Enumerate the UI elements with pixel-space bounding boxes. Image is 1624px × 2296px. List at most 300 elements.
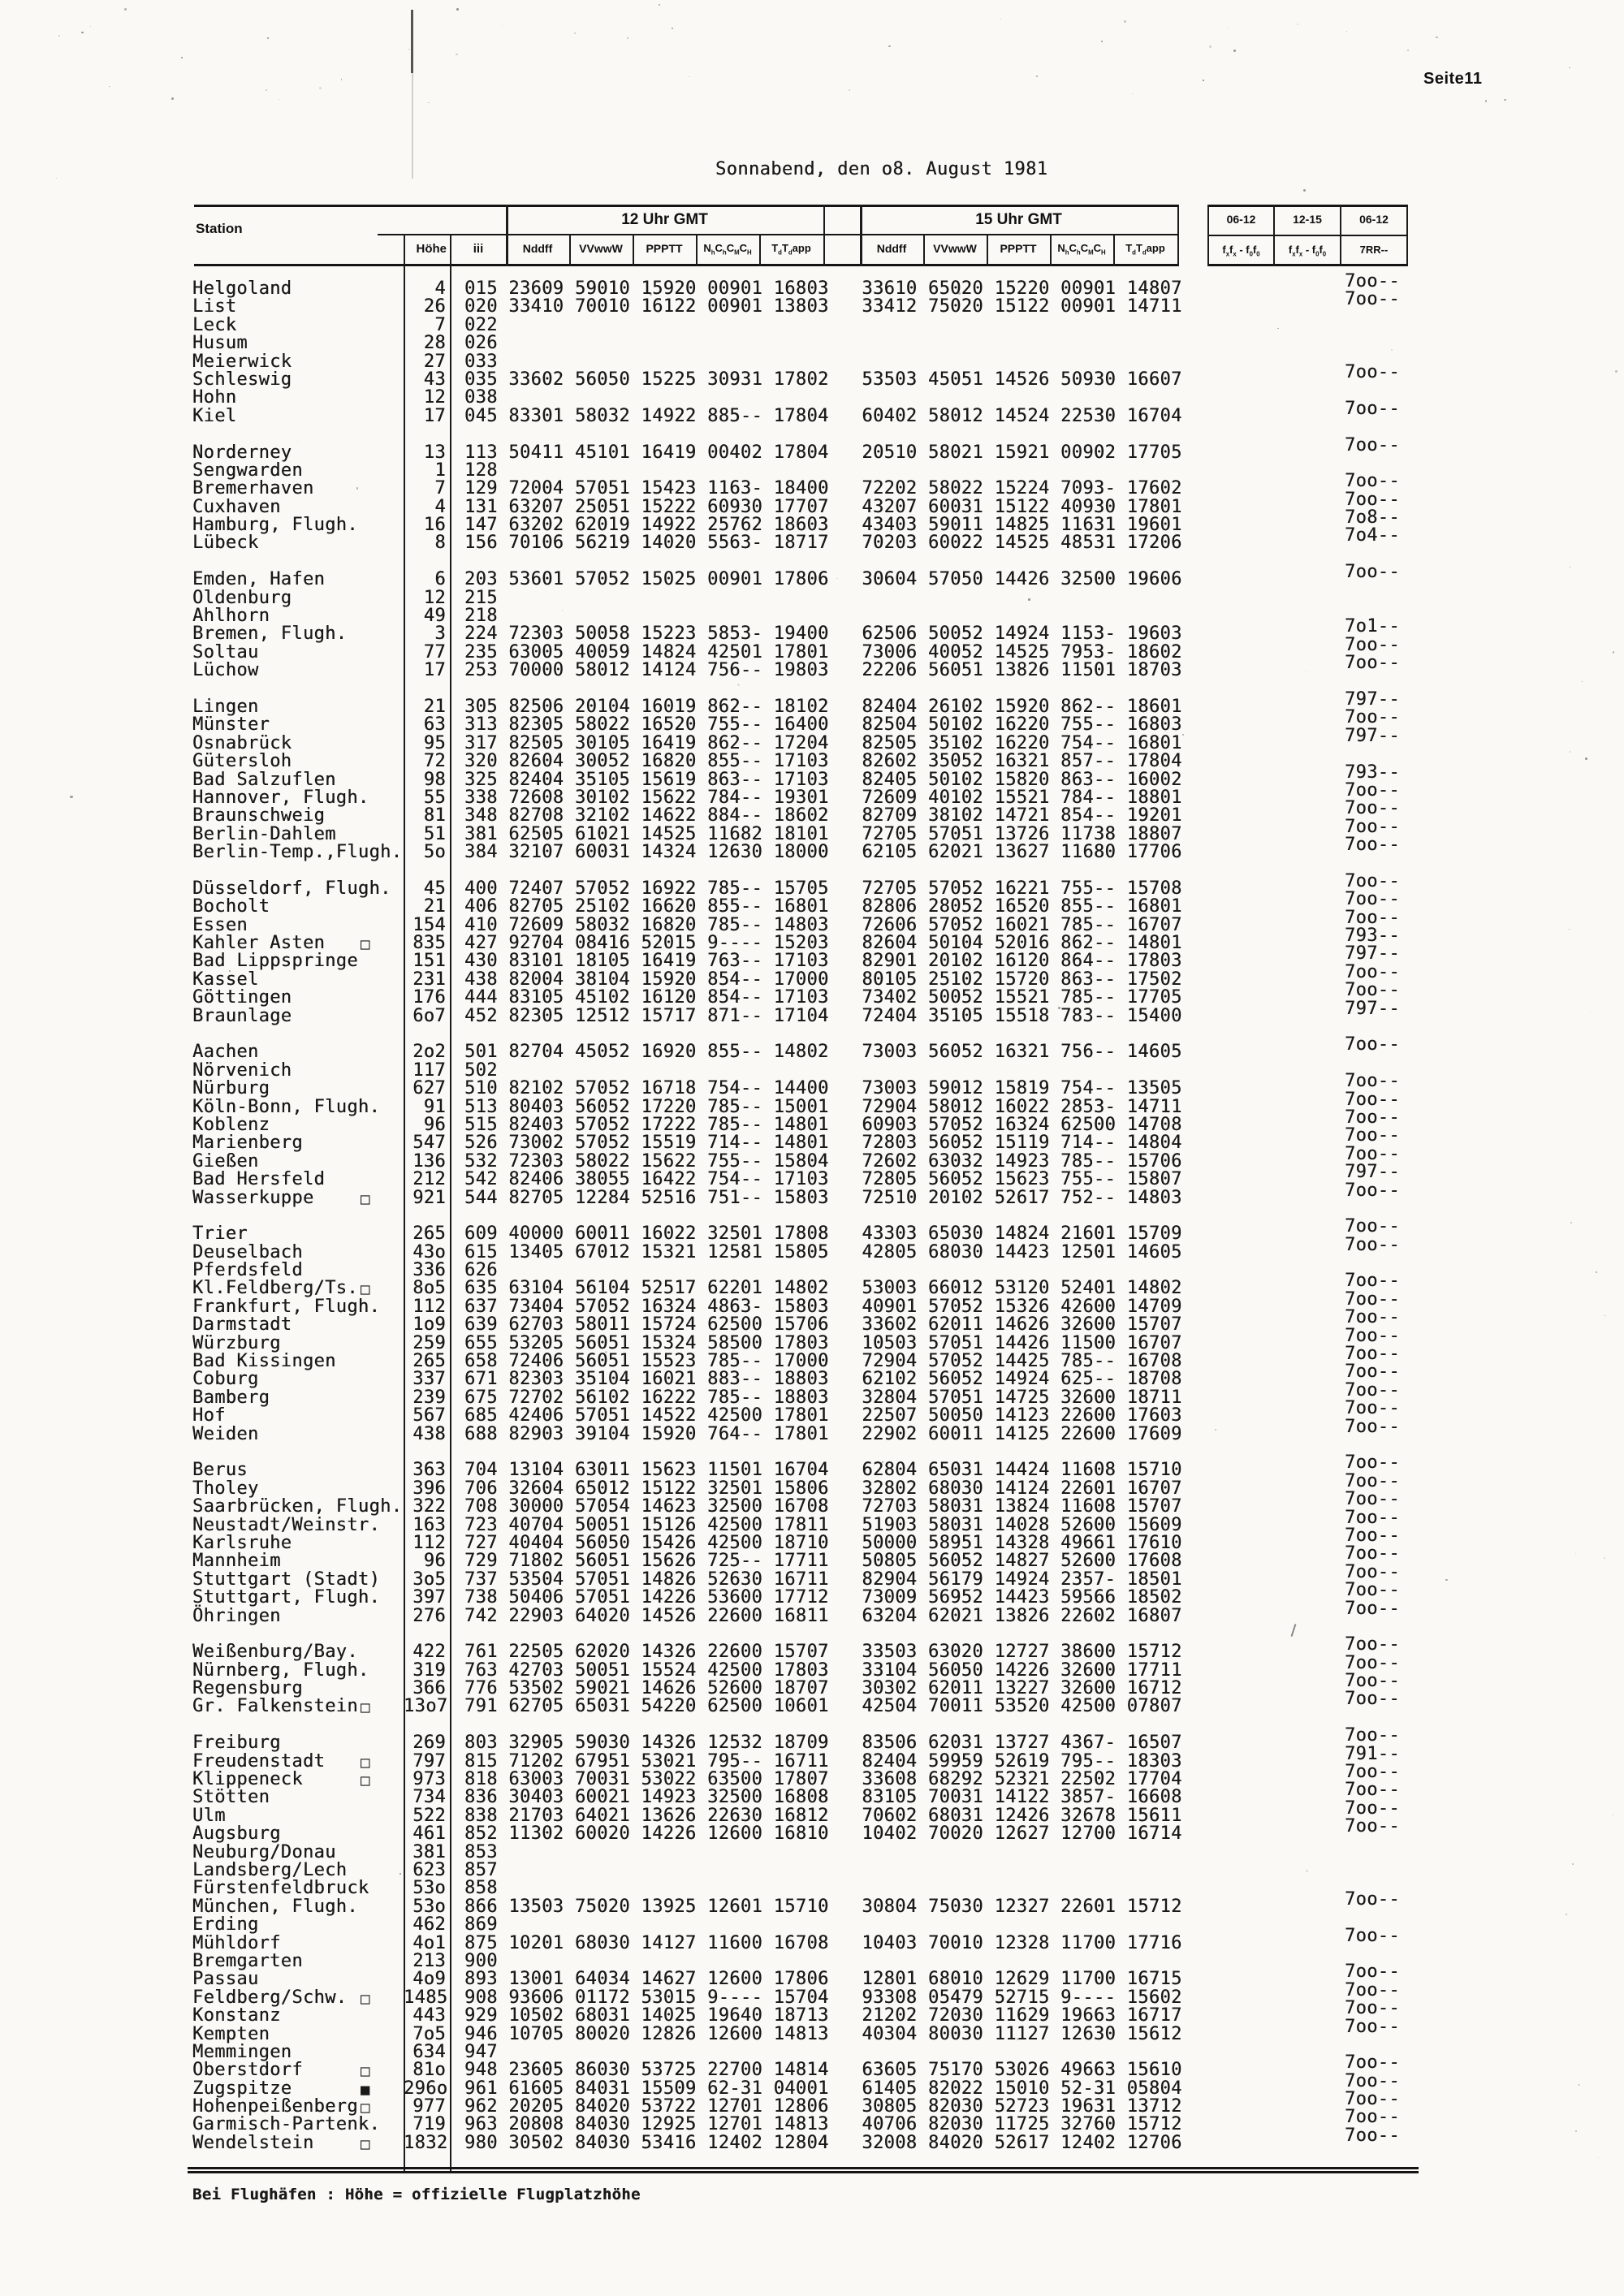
precipitation-value: 7oo-- [1345,471,1400,492]
elevation-value: 154 [412,914,446,935]
precipitation-value: 7oo-- [1345,798,1400,819]
precipitation-value: 7oo-- [1345,2070,1400,2091]
scan-artifact [411,10,413,73]
table-row [0,334,1624,352]
subcol-label: PPPTT [1000,242,1037,255]
scan-speck [81,32,83,33]
station-name: Nürburg [192,1078,270,1099]
precipitation-value: 7o4-- [1345,525,1400,546]
scan-speck [1485,100,1488,102]
precipitation-value: 7oo-- [1345,1925,1400,1946]
elevation-value: 27 [423,351,446,372]
elevation-value: 55 [423,787,446,808]
observation-data: 156 70106 56219 14020 5563- 18717 70203 60022 14525 48531 17206 [464,533,1182,554]
station-name: Cuxhaven [192,496,281,517]
observation-data: 776 53502 59021 14626 52600 18707 30302 62011 13227 32600 16712 [464,1678,1182,1699]
open-square-icon: □ [361,2134,370,2153]
elevation-value: 276 [412,1605,446,1626]
header-top-rule [194,205,1179,207]
elevation-value: 112 [412,1296,446,1317]
scan-speck [1407,50,1409,51]
observation-data: 400 72407 57052 16922 785-- 15705 72705 57052 16221 755-- 15708 [464,878,1182,899]
station-name: Göttingen [192,987,292,1008]
open-square-icon: □ [361,2062,370,2081]
station-name: Nürnberg, Flugh. [192,1659,369,1681]
precipitation-value: 7oo-- [1345,489,1400,510]
elevation-value: 63 [423,714,446,736]
precipitation-value: 7o8-- [1345,507,1400,529]
station-name: Marienberg [192,1133,303,1154]
elevation-value: 567 [412,1405,446,1426]
precipitation-value: 7oo-- [1345,961,1400,982]
station-name: München, Flugh. [192,1896,358,1917]
elevation-value: 443 [412,2005,446,2026]
elevation-value: 522 [412,1805,446,1826]
scan-speck [58,35,60,37]
hoehe-column-label: Höhe [416,242,447,256]
scan-speck [1101,41,1103,42]
scan-speck [1132,93,1134,95]
observation-data: 253 70000 58012 14124 756-- 19803 22206 56051 13826 11501 18703 [464,660,1182,681]
precipitation-value: 797-- [1345,688,1400,710]
station-name: Landsberg/Lech [192,1859,348,1880]
elevation-value: 835 [412,933,446,954]
elevation-value: 363 [412,1460,446,1481]
elevation-value: 7o5 [412,2023,446,2044]
station-name: Schleswig [192,369,292,390]
station-name: Gießen [192,1150,259,1172]
precipitation-value: 7oo-- [1345,1979,1400,2000]
station-name: Berlin-Dahlem [192,823,336,844]
elevation-value: 319 [412,1659,446,1681]
precipitation-value: 7oo-- [1345,1998,1400,2019]
station-name: Köln-Bonn, Flugh. [192,1096,381,1117]
observation-data: 675 72702 56102 16222 785-- 18803 32804 57051 14725 32600 18711 [464,1387,1182,1408]
precipitation-value: 7oo-- [1345,870,1400,891]
scan-speck [1598,2157,1599,2158]
observation-data: 963 20808 84030 12925 12701 14813 40706 82030 11725 32760 15712 [464,2114,1182,2135]
table-row [0,1689,1624,1717]
station-name: Augsburg [192,1823,281,1845]
elevation-value: 17 [423,405,446,426]
station-name: Hohn [192,387,237,408]
observation-data: 637 73404 57052 16324 4863- 15803 40901 57052 15326 42600 14709 [464,1296,1182,1317]
table-row [0,1859,1624,1880]
precipitation-value: 7oo-- [1345,1307,1400,1328]
table-row [0,1816,1624,1845]
observation-data: 515 82403 57052 17222 785-- 14801 60903 57052 16324 62500 14708 [464,1114,1182,1135]
elevation-value: 98 [423,769,446,790]
station-name: List [192,296,237,317]
elevation-value: 72 [423,751,446,772]
station-name: Essen [192,914,248,935]
scan-speck [1569,67,1570,68]
subcol-label: $N_hC_hC_MC_H$ [703,242,752,257]
scan-speck [1346,31,1347,32]
observation-data: 338 72608 30102 15622 784-- 19301 72609 40102 15521 784-- 18801 [464,787,1182,808]
observation-data: 803 32905 59030 14326 12532 18709 83506 62031 13727 4367- 16507 [464,1733,1182,1754]
scan-speck [181,57,183,58]
header-bottom-rule-right [1207,264,1408,266]
table-row [0,434,1624,463]
header-mid-rule-right [1207,235,1408,236]
elevation-value: 4o9 [412,1969,446,1990]
scan-speck [1504,99,1505,101]
observation-data: 980 30502 84030 53416 12402 12804 32008 84020 52617 12402 12706 [464,2132,1182,2153]
box15-right-rule [1177,205,1179,266]
elevation-value: 28 [423,333,446,354]
observation-data: 729 71802 56051 15626 725-- 17711 50805 56052 14827 52600 17608 [464,1551,1182,1572]
observation-data: 609 40000 60011 16022 32501 17808 43303 65030 14824 21601 15709 [464,1224,1182,1245]
scan-speck [456,54,458,56]
precipitation-value: 797-- [1345,1162,1400,1183]
subcol-label: VVwwW [579,242,623,255]
station-name: Stötten [192,1787,270,1808]
open-square-icon: □ [361,2099,370,2117]
elevation-value: 91 [423,1096,446,1117]
station-name: Hannover, Flugh. [192,787,369,808]
precipitation-value: 7oo-- [1345,1071,1400,1092]
scan-speck [267,37,269,39]
open-square-icon: □ [361,1698,370,1717]
station-name: Gr. Falkenstein [192,1696,358,1717]
station-name: Garmisch-Partenk. [192,2114,381,2135]
observation-data: 542 82406 38055 16422 754-- 17103 72805 56052 15623 755-- 15807 [464,1169,1182,1190]
table-row [0,1180,1624,1208]
observation-data: 655 53205 56051 15324 58500 17803 10503 57051 14426 11500 16707 [464,1332,1182,1353]
observation-data: 929 10502 68031 14025 19640 18713 21202 72030 11629 19663 16717 [464,2005,1182,2026]
precipitation-value: 7oo-- [1345,1234,1400,1255]
station-name: Bremgarten [192,1950,303,1971]
scan-speck [672,28,674,30]
observation-data: 626 [464,1260,498,1281]
observation-data: 038 [464,387,498,408]
precipitation-value: 797-- [1345,943,1400,965]
station-name: Berlin-Temp.,Flugh. [192,842,403,863]
station-name: Aachen [192,1042,259,1063]
elevation-value: 213 [412,1950,446,1971]
subcol-label: Nddff [876,242,907,255]
observation-data: 763 42703 50051 15524 42500 17803 33104 56050 14226 32600 17711 [464,1659,1182,1681]
open-square-icon: □ [361,1280,370,1299]
elevation-value: 16 [423,515,446,536]
scan-speck [1203,80,1204,81]
station-name: Lingen [192,696,259,717]
header-top-rule-right [1207,205,1408,207]
precipitation-value: 7oo-- [1345,1180,1400,1201]
precipitation-value: 7oo-- [1345,1325,1400,1346]
observation-data: 224 72303 50058 15223 5853- 19400 62506 50052 14924 1153- 19603 [464,624,1182,645]
period-label: 06-12 [1359,213,1389,226]
station-name: Bremerhaven [192,478,314,499]
precipitation-value: 7oo-- [1345,1344,1400,1365]
elevation-value: 77 [423,641,446,662]
scan-speck [341,79,343,80]
station-name: Ahlhorn [192,606,270,627]
precipitation-value: 7oo-- [1345,1689,1400,1710]
elevation-value: 117 [412,1060,446,1081]
observation-data: 147 63202 62019 14922 25762 18603 43403 59011 14825 11631 19601 [464,515,1182,536]
precipitation-value: 7oo-- [1345,653,1400,674]
elevation-value: 381 [412,1841,446,1862]
table-row [0,314,1624,335]
station-name: Bremen, Flugh. [192,624,348,645]
observation-data: 045 83301 58032 14922 885-- 17804 60402 58012 14524 22530 16704 [464,405,1182,426]
station-name: Emden, Hafen [192,569,326,590]
station-name: Weiden [192,1423,259,1444]
station-name: Oberstdorf [192,2060,303,2081]
table-row [0,1034,1624,1063]
footnote: Bei Flughäfen : Höhe = offizielle Flugplatzhöhe [192,2186,641,2203]
elevation-value: 734 [412,1787,446,1808]
precipitation-value: 7oo-- [1345,1543,1400,1564]
station-name: Nörvenich [192,1060,292,1081]
precipitation-value: 7oo-- [1345,835,1400,856]
station-name: Lübeck [192,533,259,554]
elevation-value: 239 [412,1387,446,1408]
subcol-label: $T_dT_dapp$ [771,242,811,257]
elevation-value: 43o [412,1241,446,1262]
table-bottom-rule [188,2167,1419,2169]
precipitation-value: 7oo-- [1345,1470,1400,1491]
scan-speck [1000,19,1002,20]
station-name: Berus [192,1460,248,1481]
subcol-label: Nddff [522,242,553,255]
observation-data: 510 82102 57052 16718 754-- 14400 73003 59012 15819 754-- 13505 [464,1078,1182,1099]
elevation-value: 81o [412,2060,446,2081]
scan-speck [171,97,174,100]
elevation-value: 3o5 [412,1569,446,1590]
table-row [0,835,1624,863]
precipitation-value: 793-- [1345,926,1400,947]
observation-data: 791 62705 65031 54220 62500 10601 42504 70011 53520 42500 07807 [464,1696,1182,1717]
elevation-value: 337 [412,1369,446,1390]
observation-data: 406 82705 25102 16620 855-- 16801 82806 28052 16520 855-- 16801 [464,896,1182,917]
elevation-value: 95 [423,732,446,753]
station-name: Helgoland [192,278,292,299]
elevation-value: 977 [412,2096,446,2117]
scan-speck [1436,37,1438,39]
scan-speck [428,102,430,104]
observation-data: 128 [464,460,498,481]
precipitation-value: 7oo-- [1345,1034,1400,1055]
station-name: Kempten [192,2023,270,2044]
elevation-value: 296o [404,2078,448,2099]
elevation-value: 7 [434,478,446,499]
precipitation-value: 7oo-- [1345,634,1400,655]
precipitation-value: 7oo-- [1345,1288,1400,1310]
observation-data: 908 93606 01172 53015 9---- 15704 93308 05479 52715 9---- 15602 [464,1987,1182,2008]
elevation-value: 7 [434,314,446,335]
elevation-value: 51 [423,823,446,844]
elevation-value: 1o9 [412,1314,446,1336]
scan-speck [56,178,57,179]
observation-data: 026 [464,333,498,354]
observation-data: 737 53504 57051 14826 52630 16711 82904 56179 14924 2357- 18501 [464,1569,1182,1590]
elevation-value: 265 [412,1351,446,1372]
elevation-value: 8o5 [412,1278,446,1299]
observation-data: 866 13503 75020 13925 12601 15710 30804 75030 12327 22601 15712 [464,1896,1182,1917]
precipitation-value: 7oo-- [1345,2052,1400,2074]
station-name: Fürstenfeldbruck [192,1878,369,1899]
scan-speck [1233,50,1236,52]
station-name: Zugspitze [192,2078,292,2099]
table-body [0,271,1624,2153]
precipitation-value: 7oo-- [1345,889,1400,910]
observation-data: 857 [464,1859,498,1880]
elevation-value: 2o2 [412,1042,446,1063]
scan-speck [1303,189,1306,192]
station-name: Darmstadt [192,1314,292,1336]
observation-data: 203 53601 57052 15025 00901 17806 30604 57050 14426 32500 19606 [464,569,1182,590]
elevation-value: 634 [412,2041,446,2062]
elevation-value: 1832 [404,2132,448,2153]
observation-data: 948 23605 86030 53725 22700 14814 63605 75170 53026 49663 15610 [464,2060,1182,2081]
elevation-value: 53o [412,1896,446,1917]
elevation-value: 797 [412,1750,446,1772]
elevation-value: 4 [434,496,446,517]
precipitation-value: 7oo-- [1345,1725,1400,1746]
open-square-icon: □ [361,935,370,954]
elevation-value: 45 [423,878,446,899]
observation-data: 438 82004 38104 15920 854-- 17000 80105 25102 15720 863-- 17502 [464,969,1182,990]
observation-data: 723 40704 50051 15126 42500 17811 51903 58031 14028 52600 15609 [464,1514,1182,1535]
station-name: Mühldorf [192,1932,281,1953]
station-name: Feldberg/Schw. [192,1987,348,2008]
open-square-icon: □ [361,1772,370,1790]
precipitation-value: 7oo-- [1345,1598,1400,1619]
observation-data: 706 32604 65012 15122 32501 15806 32802 68030 14124 22601 16707 [464,1478,1182,1499]
elevation-value: 17 [423,660,446,681]
station-name: Ulm [192,1805,226,1826]
elevation-value: 12 [423,387,446,408]
precipitation-value: 7oo-- [1345,1362,1400,1383]
precipitation-value: 7oo-- [1345,1962,1400,1983]
observation-data: 020 33410 70010 16122 00901 13803 33412 75020 15122 00901 14711 [464,296,1182,317]
station-name: Hamburg, Flugh. [192,515,358,536]
elevation-value: 269 [412,1733,446,1754]
station-name: Wendelstein [192,2132,314,2153]
observation-data: 708 30000 57054 14623 32500 16708 72703 58031 13824 11608 15707 [464,1496,1182,1517]
station-name: Memmingen [192,2041,292,2062]
precipitation-value: 7oo-- [1345,1816,1400,1837]
observation-data: 893 13001 64034 14627 12600 17806 12801 68010 12629 11700 16715 [464,1969,1182,1990]
precipitation-value: 7oo-- [1345,1652,1400,1673]
open-square-icon: □ [361,1989,370,2008]
station-name: Stuttgart (Stadt) [192,1569,381,1590]
elevation-value: 176 [412,987,446,1008]
station-name: Pferdsfeld [192,1260,303,1281]
table-row [0,1416,1624,1444]
observation-data: 305 82506 20104 16019 862-- 18102 82404 26102 15920 862-- 18601 [464,696,1182,717]
precipitation-value: 7oo-- [1345,1561,1400,1582]
station-name: Kahler Asten [192,933,326,954]
table-bottom-rule2 [188,2171,1419,2173]
elevation-value: 422 [412,1642,446,1663]
station-name: Lüchow [192,660,259,681]
precipitation-value: 7oo-- [1345,907,1400,928]
precipitation-value: 7oo-- [1345,816,1400,837]
period-sublabel: $f_xf_x - f_0f_0$ [1288,244,1327,258]
station-name: Bad Salzuflen [192,769,336,790]
table-row [0,589,1624,607]
elevation-value: 438 [412,1423,446,1444]
observation-data: 900 [464,1950,498,1971]
open-square-icon: □ [361,1753,370,1772]
precipitation-value: 7oo-- [1345,361,1400,382]
table-row [0,653,1624,681]
station-name: Braunlage [192,1005,292,1026]
observation-data: 961 61605 84031 15509 62-31 04001 61405 82022 15010 52-31 05804 [464,2078,1182,2099]
observation-data: 838 21703 64021 13626 22630 16812 70602 68031 12426 32678 15611 [464,1805,1182,1826]
station-name: Bocholt [192,896,270,917]
observation-data: 325 82404 35105 15619 863-- 17103 82405 50102 15820 863-- 16002 [464,769,1182,790]
header-mid-rule [378,234,1179,235]
precipitation-value: 7oo-- [1345,1489,1400,1510]
observation-data: 501 82704 45052 16920 855-- 14802 73003 56052 16321 756-- 14605 [464,1042,1182,1063]
scan-speck [109,86,110,87]
observation-data: 348 82708 32102 14622 884-- 18602 82709 38102 14721 854-- 19201 [464,805,1182,826]
precipitation-value: 797-- [1345,998,1400,1019]
observation-data: 532 72303 58022 15622 755-- 15804 72602 63032 14923 785-- 15706 [464,1150,1182,1172]
station-name: Sengwarden [192,460,303,481]
observation-data: 704 13104 63011 15623 11501 16704 62804 65031 14424 11608 15710 [464,1460,1182,1481]
elevation-value: 13 [423,442,446,463]
observation-data: 815 71202 67951 53021 795-- 16711 82404 59959 52619 795-- 18303 [464,1750,1182,1772]
elevation-value: 6o7 [412,1005,446,1026]
station-name: Neustadt/Weinstr. [192,1514,381,1535]
table-row [0,1841,1624,1862]
precipitation-value: 7oo-- [1345,1671,1400,1692]
station-name: Hof [192,1405,226,1426]
precipitation-value: 797-- [1345,725,1400,746]
scan-speck [1124,20,1126,23]
observation-data: 836 30403 60021 14923 32500 16808 83105 70031 14122 3857- 16608 [464,1787,1182,1808]
precipitation-value: 7oo-- [1345,779,1400,801]
station-name: Kiel [192,405,237,426]
subcol-label: VVwwW [933,242,977,255]
observation-data: 317 82505 30105 16419 862-- 17204 82505 35102 16220 754-- 16801 [464,732,1182,753]
station-name: Leck [192,314,237,335]
station-name: Soltau [192,641,259,662]
elevation-value: 112 [412,1532,446,1553]
elevation-value: 366 [412,1678,446,1699]
scan-speck [1209,45,1212,48]
scan-artifact [412,73,413,179]
period-sublabel: 7RR-- [1359,244,1389,256]
observation-data: 381 62505 61021 14525 11682 18101 72705 57051 13726 11738 18807 [464,823,1182,844]
header-bottom-rule [194,264,1179,266]
scan-speck [266,89,268,92]
station-name: Düsseldorf, Flugh. [192,878,391,899]
station-name: Braunschweig [192,805,326,826]
elevation-value: 6 [434,569,446,590]
station-name: Stuttgart, Flugh. [192,1587,381,1608]
precipitation-value: 7oo-- [1345,2107,1400,2128]
observation-data: 947 [464,2041,498,2062]
table-row [0,2125,1624,2153]
station-name: Regensburg [192,1678,303,1699]
observation-data: 818 63003 70031 53022 63500 17807 33608 68292 52321 22502 17704 [464,1769,1182,1790]
precipitation-value: 7oo-- [1345,1762,1400,1783]
elevation-value: 3 [434,624,446,645]
elevation-value: 81 [423,805,446,826]
elevation-value: 973 [412,1769,446,1790]
period-sublabel: $f_xf_x - f_0f_0$ [1222,244,1260,258]
station-name: Meierwick [192,351,292,372]
precipitation-value: 7oo-- [1345,289,1400,310]
precipitation-value: 7oo-- [1345,707,1400,728]
